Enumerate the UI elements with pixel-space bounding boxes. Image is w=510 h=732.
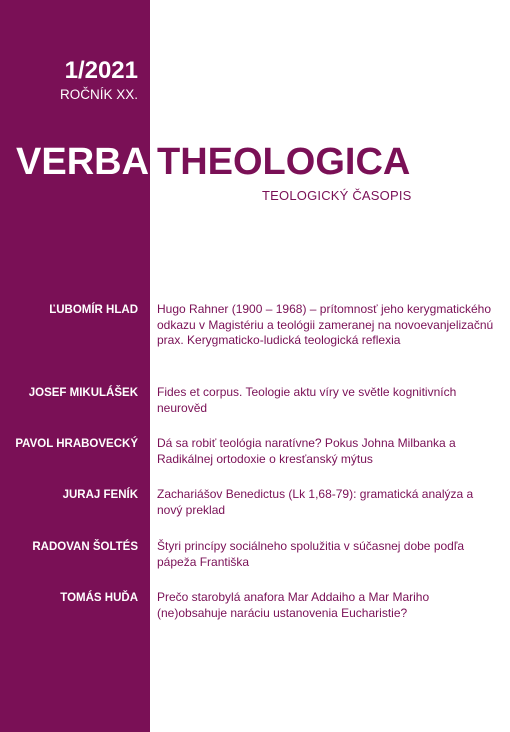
left-color-band — [0, 0, 150, 732]
entry-author: TOMÁS HUĎA — [60, 592, 138, 604]
entry-title: Štyri princípy sociálneho spolužitia v súčasnej dobe podľa pápeža Františka — [157, 539, 465, 569]
journal-title-part2: THEOLOGICA — [157, 141, 411, 183]
entry-author: JOSEF MIKULÁŠEK — [28, 387, 138, 399]
entry-title: Fides et corpus. Teologie aktu víry ve světle kognitivních neurověd — [157, 385, 457, 415]
issue-number: 1/2021 — [64, 57, 138, 84]
entry-author: ĽUBOMÍR HLAD — [49, 304, 138, 316]
entry-author: JURAJ FENÍK — [62, 489, 138, 501]
journal-title — [0, 140, 510, 184]
entry-title: Dá sa robiť teológia naratívne? Pokus Johna Milbanka a Radikálnej ortodoxie o kresťanský mýtus — [157, 436, 456, 466]
entry-title: Zachariášov Benedictus (Lk 1,68-79): gramatická analýza a nový preklad — [157, 487, 474, 517]
entry-author: RADOVAN ŠOLTÉS — [32, 541, 138, 553]
entry-author: PAVOL HRABOVECKÝ — [15, 438, 138, 450]
entry-title: Hugo Rahner (1900 – 1968) – prítomnosť jeho kerygmatického odkazu v Magistériu a teológii zameranej na novoevanjelizačnú prax. Kerygmaticko-ludická teologická reflexia — [157, 302, 494, 347]
volume-label: ROČNÍK XX. — [59, 87, 138, 102]
journal-title-part1: VERBA — [16, 141, 150, 183]
journal-subtitle: TEOLOGICKÝ ČASOPIS — [262, 188, 412, 203]
entry-title: Prečo starobylá anafora Mar Addaiho a Mar Mariho (ne)obsahuje naráciu ustanovenia Eucharistie? — [157, 590, 430, 620]
